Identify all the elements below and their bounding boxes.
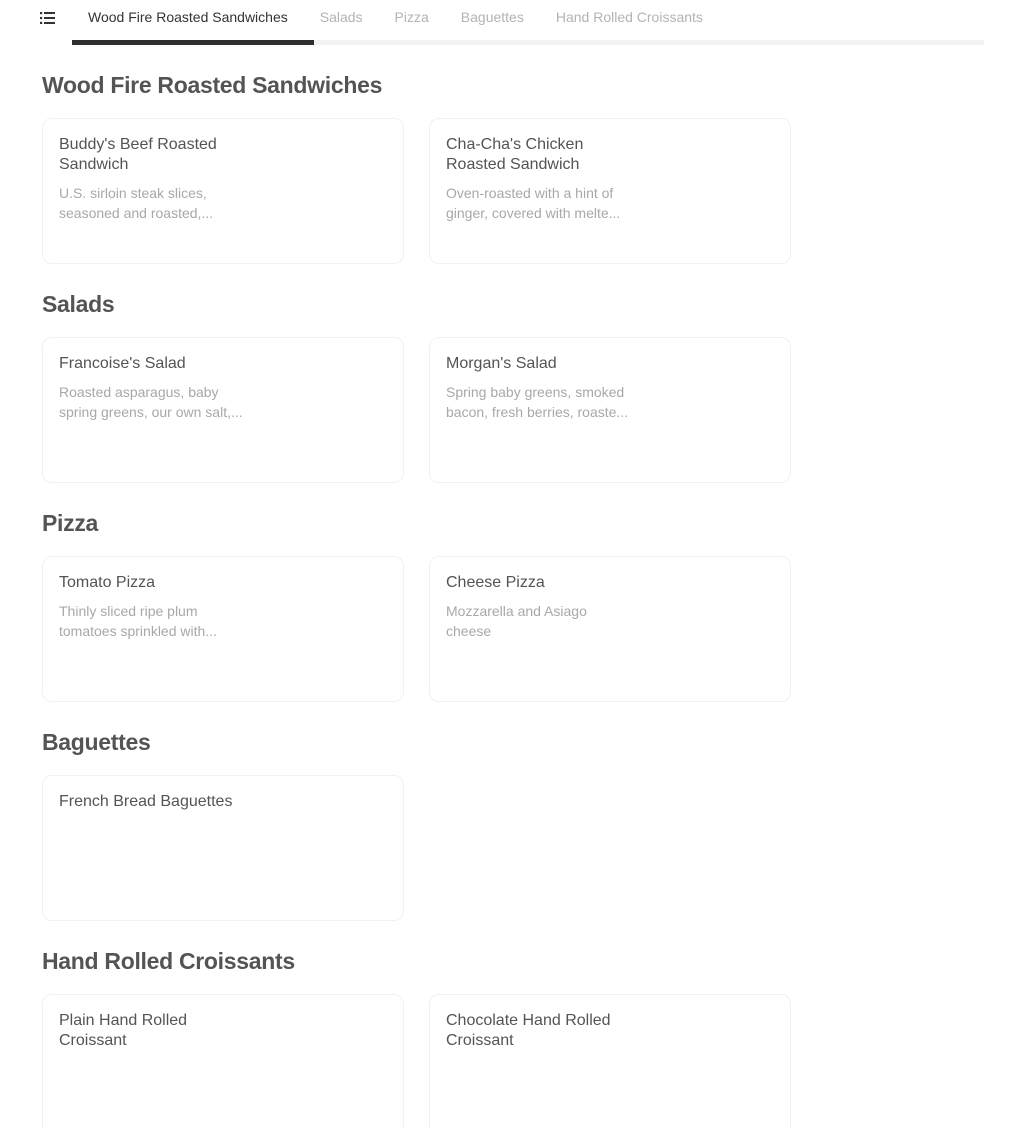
item-grid [42,118,791,264]
menu-item-card[interactable] [429,994,791,1128]
tab-wood-fire-roasted-sandwiches[interactable]: Wood Fire Roasted Sandwiches [88,9,288,25]
menu-content [42,66,984,1128]
section-wood-fire-roasted-sandwiches [42,66,984,285]
menu-item-card[interactable] [429,337,791,483]
item-description: Spring baby greens, smoked bacon, fresh berries, roaste... [446,384,629,420]
list-icon[interactable] [40,11,56,25]
section-title: Salads [42,291,115,317]
item-description: Oven-roasted with a hint of ginger, covered with melte... [446,185,621,221]
item-name: Cheese Pizza [446,574,545,591]
menu-item-card[interactable] [429,118,791,264]
tab-hand-rolled-croissants[interactable]: Hand Rolled Croissants [555,9,703,25]
item-name: Buddy's Beef Roasted Sandwich [59,136,217,173]
tab-salads[interactable]: Salads [319,9,363,25]
item-grid [42,775,404,921]
menu-item-card[interactable] [42,118,404,264]
category-tabs [72,0,719,40]
item-name: Plain Hand Rolled Croissant [59,1012,188,1049]
section-pizza [42,504,984,723]
menu-item-card[interactable] [42,994,404,1128]
menu-item-card[interactable] [42,337,404,483]
item-name: Tomato Pizza [59,574,156,591]
section-title: Hand Rolled Croissants [42,948,295,974]
item-name: French Bread Baguettes [59,793,233,810]
menu-item-card[interactable] [429,556,791,702]
section-title: Baguettes [42,729,151,755]
item-description: Thinly sliced ripe plum tomatoes sprinkled with... [59,603,217,639]
tab-baguettes[interactable]: Baguettes [460,9,524,25]
section-salads [42,285,984,504]
item-name: Morgan's Salad [446,355,557,372]
item-grid [42,556,791,702]
item-description: Mozzarella and Asiago cheese [446,603,587,639]
item-name: Francoise's Salad [59,355,186,372]
item-name: Cha-Cha's Chicken Roasted Sandwich [446,136,584,173]
item-description: U.S. sirloin steak slices, seasoned and roasted,... [59,185,214,221]
item-grid [42,994,791,1128]
section-hand-rolled-croissants [42,942,984,1128]
menu-item-card[interactable] [42,775,404,921]
category-tab-bar [0,0,1024,45]
item-name: Chocolate Hand Rolled Croissant [446,1012,611,1049]
active-tab-indicator [72,40,314,45]
tab-pizza[interactable]: Pizza [394,9,429,25]
item-description: Roasted asparagus, baby spring greens, our own salt,... [59,384,243,420]
menu-item-card[interactable] [42,556,404,702]
section-title: Pizza [42,510,99,536]
section-title: Wood Fire Roasted Sandwiches [42,72,383,98]
section-baguettes [42,723,984,942]
item-grid [42,337,791,483]
